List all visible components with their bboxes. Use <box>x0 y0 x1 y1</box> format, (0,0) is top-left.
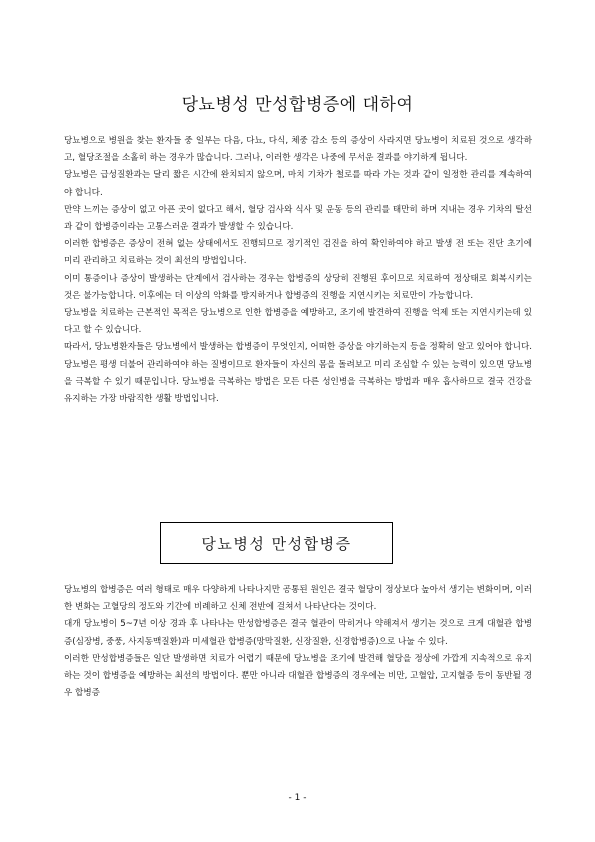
intro-section <box>64 133 532 408</box>
section-heading-box: 당뇨병성 만성합병증 <box>160 522 393 564</box>
paragraph: 당뇨병을 치료하는 근본적인 목적은 당뇨병으로 인한 합병증을 예방하고, 조기에 발견하여 진행을 억제 또는 지연시키는데 있다고 할 수 있습니다. <box>64 308 532 336</box>
paragraph: 이러한 합병증은 증상이 전혀 없는 상태에서도 진행되므로 정기적인 검진을 하여 확인하여야 하고 발생 전 또는 진단 초기에 미리 관리하고 치료하는 것이 최선의 방법입니다. <box>64 239 532 267</box>
page-number: - 1 - <box>288 793 307 803</box>
paragraph: 따라서, 당뇨병환자들은 당뇨병에서 발생하는 합병증이 무엇인지, 어떠한 증상을 야기하는지 등을 정확히 알고 있어야 합니다. 당뇨병은 평생 더불어 관리하여야 하는 질병이므로 환자들이 자신의 몸을 돌려보고 미리 조심할 수 있는 능력이 있으면 당뇨병을 극복할 수 있기 때문입니다. 당뇨병을 극복하는 방법은 모든 다른 성인병을 극복하는 방법과 매우 흡사하므로 결국 건강을 유지하는 가장 바람직한 생활 방법입니다. <box>64 342 532 405</box>
paragraph: 대개 당뇨병이 5~7년 이상 경과 후 나타나는 만성합병증은 결국 혈관이 막히거나 약해져서 생기는 것으로 크게 대혈관 합병증(심장병, 중풍, 사지동맥질환)과 미세혈관 합병증(망막질환, 신장질환, 신경합병증)으로 나눌 수 있다. <box>64 619 532 647</box>
paragraph: 당뇨병의 합병증은 여러 형태로 매우 다양하게 나타나지만 공통된 원인은 결국 혈당이 정상보다 높아서 생기는 변화이며, 이러한 변화는 고혈당의 정도와 기간에 비례하고 신체 전반에 걸쳐서 나타난다는 것이다. <box>64 585 532 613</box>
paragraph: 만약 느끼는 증상이 없고 아픈 곳이 없다고 해서, 혈당 검사와 식사 및 운동 등의 관리를 태만히 하며 지내는 경우 기차의 탈선과 같이 합병증이라는 고통스러운 결과가 발생할 수 있습니다. <box>64 204 532 233</box>
complications-section <box>64 582 532 702</box>
paragraph: 당뇨병은 급성질환과는 달리 짧은 시간에 완치되지 않으며, 마치 기차가 철로를 따라 가는 것과 같이 일정한 관리를 계속하여야 합니다. <box>64 170 532 198</box>
paragraph: 이러한 만성합병증들은 일단 발생하면 치료가 어렵기 때문에 당뇨병을 조기에 발견해 혈당을 정상에 가깝게 지속적으로 유지하는 것이 합병증을 예방하는 최선의 방법이다. 뿐만 아니라 대혈관 합병증의 경우에는 비만, 고혈압, 고지혈증 등이 동반될 경우 합병증 <box>64 653 532 699</box>
paragraph: 이미 통증이나 증상이 발생하는 단계에서 검사하는 경우는 합병증의 상당히 진행된 후이므로 치료하여 정상태로 회복시키는 것은 불가능합니다. 이후에는 더 이상의 악화를 방지하거나 합병증의 진행을 지연시키는 치료만이 가능합니다. <box>64 273 532 301</box>
document-title: 당뇨병성 만성합병증에 대하여 <box>181 95 414 115</box>
paragraph: 당뇨병으로 병원을 찾는 환자들 중 일부는 다음, 다뇨, 다식, 체중 감소 등의 증상이 사라지면 당뇨병이 치료된 것으로 생각하고, 혈당조절을 소홀히 하는 경우가 많습니다. 그러나, 이러한 생각은 나중에 무서운 결과를 야기하게 됩니다. <box>64 136 532 164</box>
